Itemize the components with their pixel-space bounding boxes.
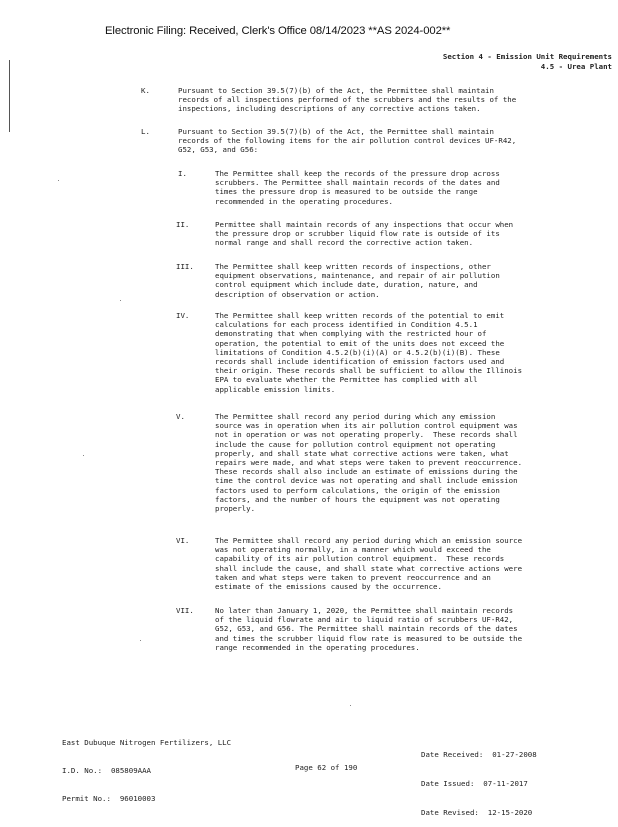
subitem-label: III. bbox=[176, 262, 194, 271]
scan-speck bbox=[350, 705, 351, 706]
item-k-text: Pursuant to Section 39.5(7)(b) of the Act, the Permittee shall maintain records of all inspections performed of the scrubbers and the results of the inspections, including descriptions of any corrective actions taken. bbox=[178, 86, 517, 114]
page-number: Page 62 of 190 bbox=[295, 763, 358, 772]
item-l-label: L. bbox=[141, 127, 150, 136]
subitem-text: The Permittee shall record any period during which any emission source was in operation when its air pollution control equipment was not in operation or was not operating properly. These records shall include the cause for pollution control equipment not operating properly, and shall state what corrective actions were taken, what repairs were made, and what steps were taken to prevent reoccurrence. These records shall also include an estimate of emissions during the time the control device was not operating and shall include emission factors used to perform calculations, the origin of the emission factors, and the number of hours the equipment was not operating properly. bbox=[215, 412, 523, 514]
filing-stamp: Electronic Filing: Received, Clerk's Office 08/14/2023 **AS 2024-002** bbox=[105, 25, 451, 37]
subitem-label: VI. bbox=[176, 536, 190, 545]
section-title: Section 4 - Emission Unit Requirements bbox=[442, 52, 612, 61]
subitem-text: Permittee shall maintain records of any inspections that occur when the pressure drop or scrubber liquid flow rate is outside of its normal range and shall record the corrective action taken. bbox=[215, 220, 514, 248]
subitem-text: The Permittee shall keep written records of the potential to emit calculations for each process identified in Condition 4.5.1 demonstrating that when complying with the restricted hour of operation, the potential to emit of the units does not exceed the limitations of Condition 4.5.2(b)(i)(A) or 4.5.2(b)(i)(B). These records shall include identification of emission factors used and their origin. These records shall be sufficient to allow the Illinois EPA to evaluate whether the Permittee has complied with all applicable emission limits. bbox=[215, 311, 523, 394]
subitem-text: The Permittee shall record any period during which an emission source was not operating normally, in a manner which would exceed the capability of its air pollution control equipment. These records shall include the cause, and shall state what corrective actions were taken and what steps were taken to prevent reoccurrence and an estimate of the emissions caused by the occurrence. bbox=[215, 536, 523, 592]
subitem-label: IV. bbox=[176, 311, 190, 320]
company-name: East Dubuque Nitrogen Fertilizers, LLC bbox=[62, 737, 232, 747]
permit-number: Permit No.: 96010003 bbox=[62, 794, 156, 804]
margin-line bbox=[9, 60, 10, 132]
date-issued: Date Issued: 07-11-2017 bbox=[421, 778, 528, 788]
section-header bbox=[443, 52, 612, 72]
scan-speck bbox=[58, 180, 59, 181]
facility-id: I.D. No.: 085809AAA bbox=[62, 766, 151, 776]
facility-info bbox=[62, 719, 231, 813]
subitem-label: V. bbox=[176, 412, 185, 421]
date-received: Date Received: 01-27-2008 bbox=[421, 750, 537, 760]
subitem-text: No later than January 1, 2020, the Permittee shall maintain records of the liquid flowrate and air to liquid ratio of scrubbers UF-R42, G52, G53, and G56. The Permittee shall maintain records of the dates and times the scrubber liquid flow rate is measured to be outside the range recommended in the operating procedures. bbox=[215, 606, 523, 652]
item-k-label: K. bbox=[141, 86, 150, 95]
subsection-title: 4.5 - Urea Plant bbox=[540, 62, 612, 71]
scan-speck bbox=[140, 640, 141, 641]
date-revised: Date Revised: 12-15-2020 bbox=[421, 807, 533, 817]
subitem-label: II. bbox=[176, 220, 190, 229]
subitem-text: The Permittee shall keep written records of inspections, other equipment observations, maintenance, and repair of air pollution control equipment which include date, duration, nature, and description of observation or action. bbox=[215, 262, 500, 299]
subitem-text: The Permittee shall keep the records of the pressure drop across scrubbers. The Permittee shall maintain records of the dates and times the pressure drop is measured to be outside the range recommended in the operating procedures. bbox=[215, 169, 500, 206]
subitem-label: I. bbox=[178, 169, 187, 178]
subitem-label: VII. bbox=[176, 606, 194, 615]
scan-speck bbox=[120, 300, 121, 301]
permit-dates bbox=[421, 731, 537, 827]
scan-speck bbox=[83, 455, 84, 456]
item-l-text: Pursuant to Section 39.5(7)(b) of the Act, the Permittee shall maintain records of the following items for the air pollution control devices UF-R42, G52, G53, and G56: bbox=[178, 127, 517, 155]
